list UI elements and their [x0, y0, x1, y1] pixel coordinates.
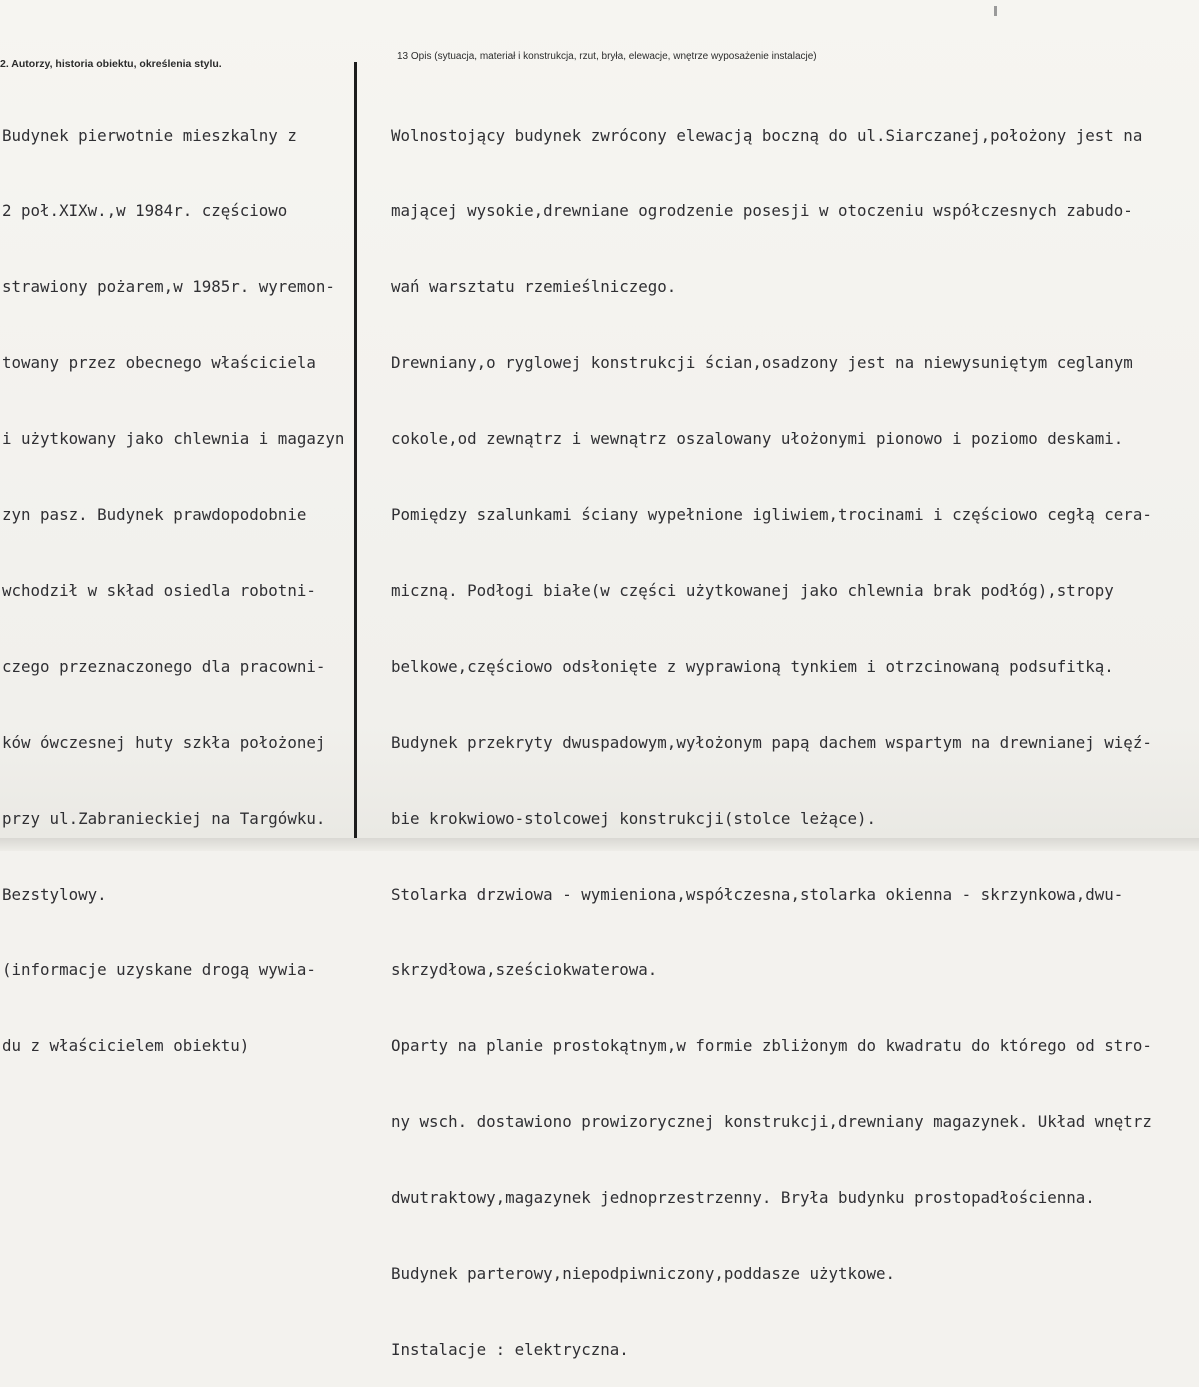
left-column-header: 2. Autorzy, historia obiektu, określenia stylu. [0, 58, 222, 70]
right-column-text [391, 72, 1197, 1387]
text-line: ków ówczesnej huty szkła położonej [2, 732, 326, 752]
text-line: czego przeznaczonego dla pracowni- [2, 656, 326, 676]
text-line: Pomiędzy szalunkami ściany wypełnione igliwiem,trocinami i częściowo cegłą cera- [391, 505, 1152, 525]
text-line: du z właścicielem obiektu) [2, 1036, 250, 1056]
text-line: Stolarka drzwiowa - wymieniona,współczesna,stolarka okienna - skrzynkowa,dwu- [391, 884, 1124, 904]
text-line: przy ul.Zabranieckiej na Targówku. [2, 808, 326, 828]
scan-mark [994, 6, 997, 16]
text-line: Wolnostojący budynek zwrócony elewacją boczną do ul.Siarczanej,położony jest na [391, 125, 1143, 145]
text-line: dwutraktowy,magazynek jednoprzestrzenny. Bryła budynku prostopadłościenna. [391, 1188, 1095, 1208]
text-line: 2 poł.XIXw.,w 1984r. częściowo [2, 201, 288, 221]
text-line: Budynek parterowy,niepodpiwniczony,poddasze użytkowe. [391, 1263, 896, 1283]
right-column-header: 13 Opis (sytuacja, materiał i konstrukcja, rzut, bryła, elewacje, wnętrze wyposażenie instalacje) [397, 51, 817, 62]
text-line: wchodził w skład osiedla robotni- [2, 580, 316, 600]
text-line: (informacje uzyskane drogą wywia- [2, 960, 316, 980]
text-line: belkowe,częściowo odsłonięte z wyprawioną tynkiem i otrzcinowaną podsufitką. [391, 656, 1114, 676]
text-line: mającej wysokie,drewniane ogrodzenie posesji w otoczeniu współczesnych zabudo- [391, 201, 1133, 221]
text-line: strawiony pożarem,w 1985r. wyremon- [2, 277, 335, 297]
text-line: towany przez obecnego właściciela [2, 353, 316, 373]
text-line: Budynek przekryty dwuspadowym,wyłożonym papą dachem wspartym na drewnianej więź- [391, 732, 1152, 752]
text-line: zyn pasz. Budynek prawdopodobnie [2, 505, 307, 525]
page-bottom-edge [0, 838, 1199, 851]
text-line: Oparty na planie prostokątnym,w formie zbliżonym do kwadratu do którego od stro- [391, 1036, 1152, 1056]
text-line: Budynek pierwotnie mieszkalny z [2, 125, 297, 145]
text-line: i użytkowany jako chlewnia i magazyn [2, 429, 345, 449]
text-line: Drewniany,o ryglowej konstrukcji ścian,osadzony jest na niewysuniętym ceglanym [391, 353, 1133, 373]
left-column-text [2, 72, 370, 1084]
text-line: skrzydłowa,sześciokwaterowa. [391, 960, 658, 980]
text-line: miczną. Podłogi białe(w części użytkowanej jako chlewnia brak podłóg),stropy [391, 580, 1114, 600]
text-line: ny wsch. dostawiono prowizorycznej konstrukcji,drewniany magazynek. Układ wnętrz [391, 1112, 1152, 1132]
text-line: cokole,od zewnątrz i wewnątrz oszalowany ułożonymi pionowo i poziomo deskami. [391, 429, 1124, 449]
text-line: Instalacje : elektryczna. [391, 1339, 629, 1359]
text-line: wań warsztatu rzemieślniczego. [391, 277, 677, 297]
text-line: Bezstylowy. [2, 884, 107, 904]
text-line: bie krokwiowo-stolcowej konstrukcji(stolce leżące). [391, 808, 877, 828]
